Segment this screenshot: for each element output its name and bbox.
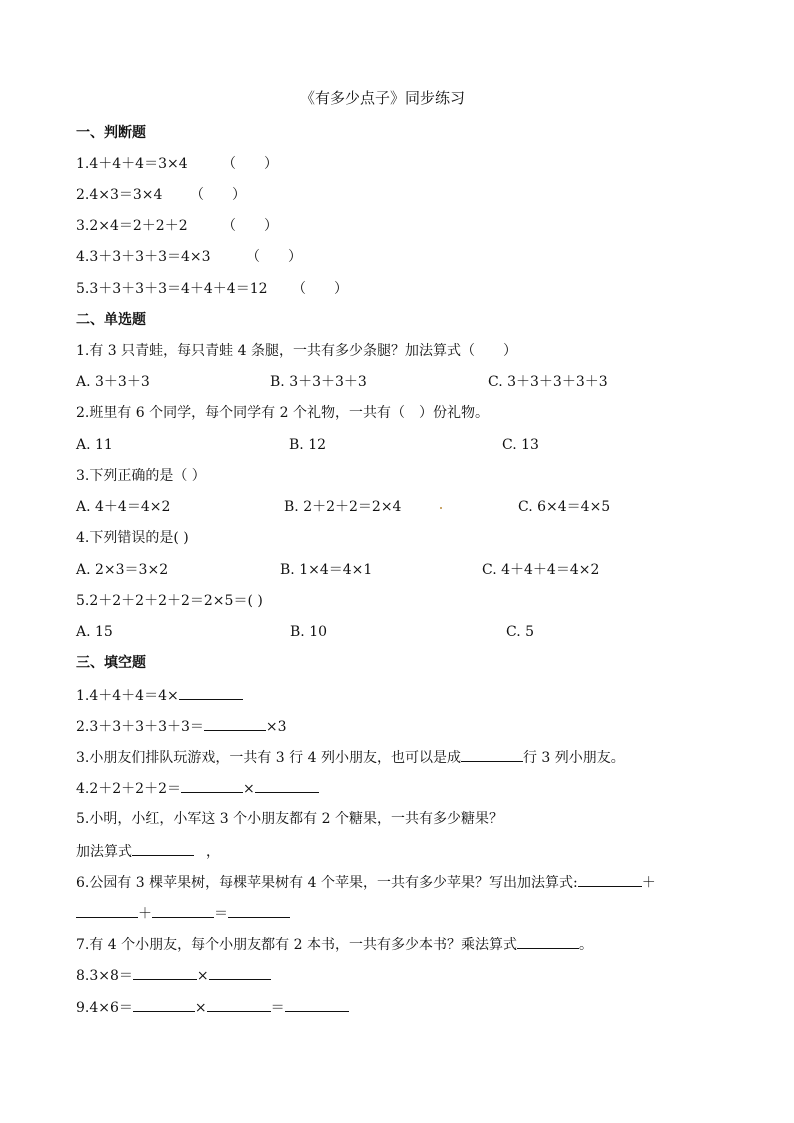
- fill-question-1: 1.4＋4＋4＝4×: [76, 686, 243, 705]
- fill-blank[interactable]: [207, 998, 271, 1012]
- section-heading-judge: 一、判断题: [76, 125, 146, 141]
- section-heading-fill: 三、填空题: [76, 655, 146, 671]
- fill-question-5-answer: 加法算式 ，: [76, 844, 220, 860]
- fill-blank[interactable]: [181, 779, 243, 793]
- fill-blank[interactable]: [285, 998, 349, 1012]
- choice-option-2a[interactable]: A. 11: [76, 437, 113, 453]
- fill-blank[interactable]: [204, 717, 266, 731]
- choice-option-1b[interactable]: B. 3＋3＋3＋3: [270, 374, 367, 390]
- fill-blank[interactable]: [578, 873, 642, 887]
- choice-option-3c[interactable]: C. 6×4＝4×5: [518, 499, 611, 515]
- choice-option-2c[interactable]: C. 13: [502, 437, 539, 453]
- fill-blank[interactable]: [517, 935, 579, 949]
- judge-question-3: 3.2×4＝2＋2＋2: [76, 218, 188, 234]
- judge-answer-paren-1[interactable]: （ ）: [222, 156, 278, 172]
- fill-blank[interactable]: [179, 686, 243, 700]
- fill-blank[interactable]: [228, 904, 290, 918]
- fill-question-2: 2.3＋3＋3＋3＋3＝ ×3: [76, 719, 287, 735]
- fill-blank[interactable]: [76, 904, 138, 918]
- fill-blank[interactable]: [132, 842, 194, 856]
- judge-question-4: 4.3＋3＋3＋3＝4×3: [76, 249, 211, 265]
- fill-question-6-cont: ＋ ＝: [76, 904, 290, 923]
- fill-blank[interactable]: [209, 966, 271, 980]
- fill-question-9: 9.4×6＝ × ＝: [76, 998, 349, 1017]
- judge-answer-paren-2[interactable]: （ ）: [190, 187, 246, 203]
- choice-option-3a[interactable]: A. 4＋4＝4×2: [76, 499, 171, 515]
- judge-question-5: 5.3＋3＋3＋3＝4＋4＋4＝12: [76, 281, 268, 297]
- fill-question-3: 3.小朋友们排队玩游戏，一共有 3 行 4 列小朋友，也可以是成 行 3 列小朋友。: [76, 750, 625, 766]
- choice-option-5b[interactable]: B. 10: [290, 624, 328, 640]
- judge-answer-paren-5[interactable]: （ ）: [292, 281, 348, 297]
- fill-blank[interactable]: [152, 904, 214, 918]
- fill-question-7: 7.有 4 个小朋友，每个小朋友都有 2 本书，一共有多少本书？乘法算式 。: [76, 937, 593, 953]
- fill-question-4: 4.2＋2＋2＋2＝ ×: [76, 779, 319, 798]
- choice-option-3b[interactable]: B. 2＋2＋2＝2×4: [284, 499, 402, 515]
- judge-question-1: 1.4＋4＋4＝3×4: [76, 156, 188, 172]
- fill-blank[interactable]: [461, 748, 523, 762]
- page-title: 《有多少点子》同步练习: [300, 89, 466, 107]
- fill-blank[interactable]: [133, 966, 197, 980]
- choice-question-1: 1.有 3 只青蛙，每只青蛙 4 条腿，一共有多少条腿？加法算式（ ）: [76, 343, 517, 359]
- choice-question-2: 2.班里有 6 个同学，每个同学有 2 个礼物，一共有（ ）份礼物。: [76, 405, 489, 421]
- choice-option-4b[interactable]: B. 1×4＝4×1: [280, 562, 373, 578]
- fill-question-6: 6.公园有 3 棵苹果树，每棵苹果树有 4 个苹果，一共有多少苹果？写出加法算式: ＋: [76, 875, 656, 891]
- judge-answer-paren-4[interactable]: （ ）: [246, 249, 302, 265]
- choice-question-4: 4.下列错误的是( ): [76, 530, 189, 546]
- choice-option-1c[interactable]: C. 3＋3＋3＋3＋3: [488, 374, 608, 390]
- choice-option-5c[interactable]: C. 5: [506, 624, 535, 640]
- fill-question-5: 5.小明，小红，小军这 3 个小朋友都有 2 个糖果，一共有多少糖果？: [76, 811, 503, 827]
- choice-question-5: 5.2＋2＋2＋2＋2＝2×5＝( ): [76, 593, 263, 609]
- choice-option-4a[interactable]: A. 2×3＝3×2: [76, 562, 169, 578]
- fill-blank[interactable]: [255, 779, 319, 793]
- choice-option-1a[interactable]: A. 3＋3＋3: [76, 374, 150, 390]
- choice-question-3: 3.下列正确的是（ ）: [76, 468, 206, 484]
- fill-blank[interactable]: [133, 998, 195, 1012]
- section-heading-choice: 二、单选题: [76, 312, 146, 328]
- judge-answer-paren-3[interactable]: （ ）: [222, 218, 278, 234]
- fill-question-8: 8.3×8＝ ×: [76, 966, 271, 985]
- judge-question-2: 2.4×3＝3×4: [76, 187, 163, 203]
- stray-dot: [440, 507, 442, 509]
- choice-option-4c[interactable]: C. 4＋4＋4＝4×2: [482, 562, 600, 578]
- choice-option-5a[interactable]: A. 15: [76, 624, 113, 640]
- choice-option-2b[interactable]: B. 12: [289, 437, 327, 453]
